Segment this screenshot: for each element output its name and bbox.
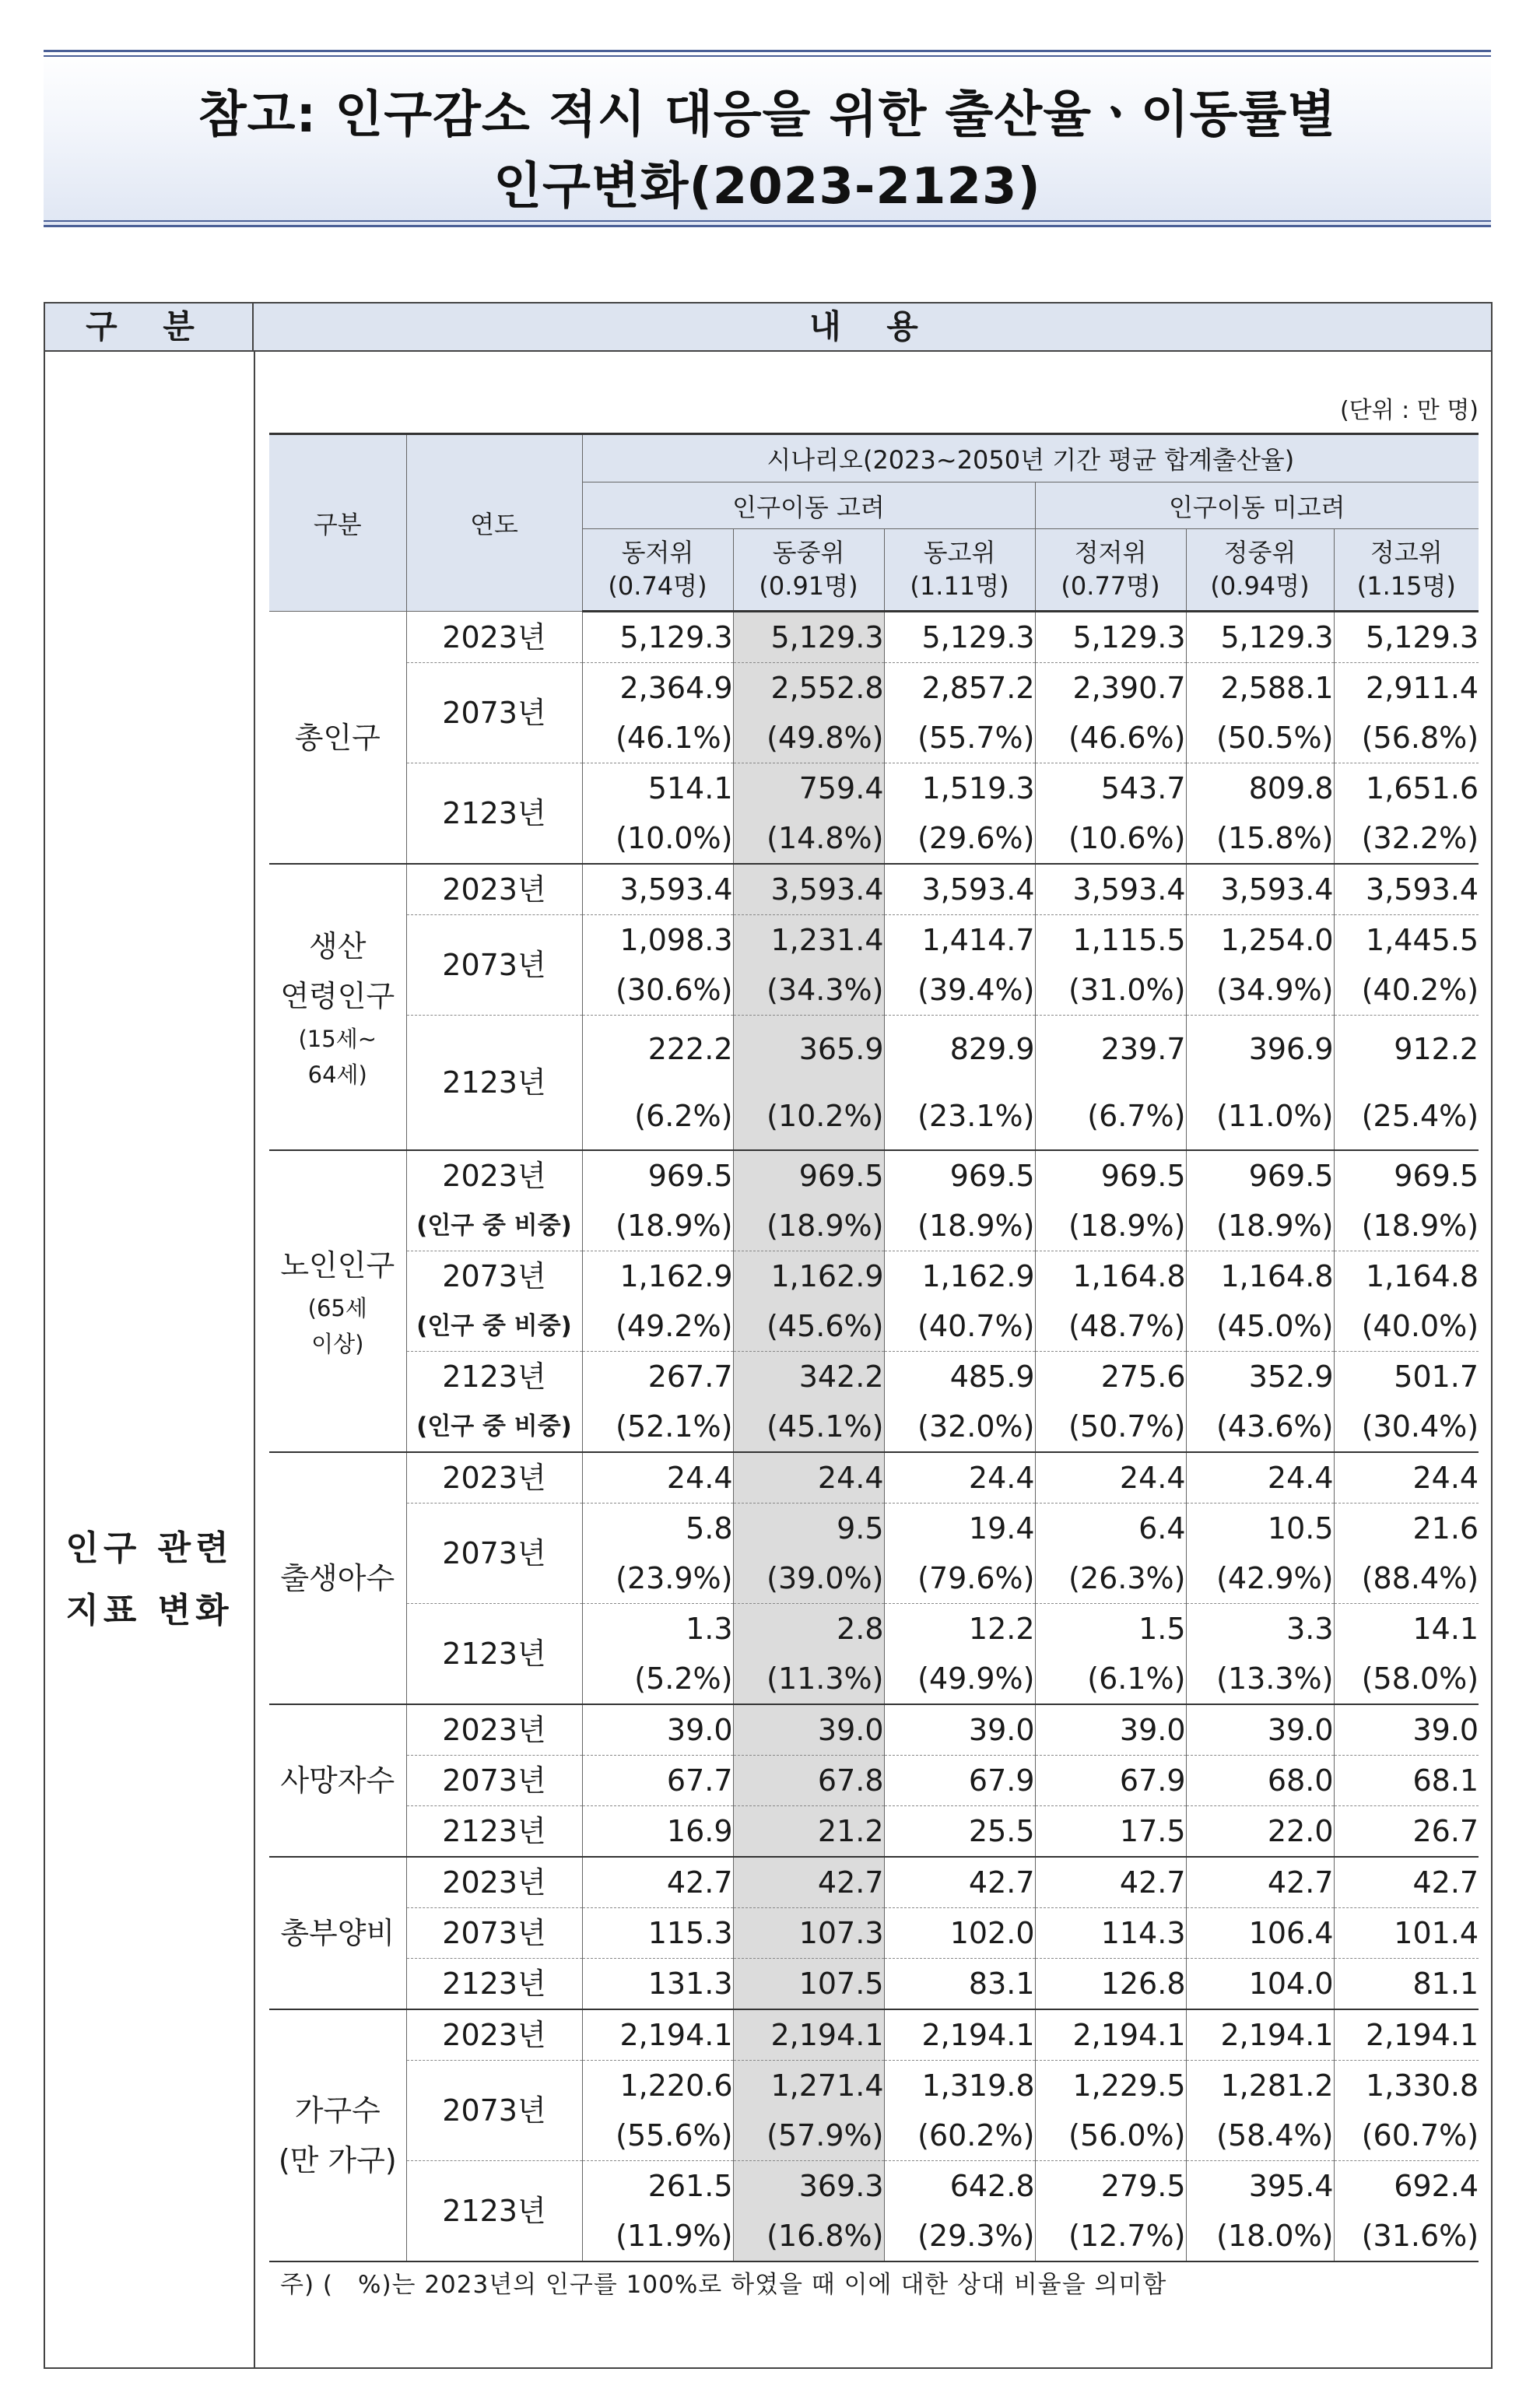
- table-cell: (10.2%): [733, 1082, 884, 1150]
- table-cell: 83.1: [884, 1959, 1035, 2010]
- table-cell: (6.7%): [1035, 1082, 1186, 1150]
- table-cell: 5,129.3: [1334, 612, 1479, 663]
- table-cell: 1,231.4: [733, 915, 884, 966]
- outer-header-category: 구 분: [45, 304, 254, 352]
- page-title: 참고: 인구감소 적시 대응을 위한 출산율ㆍ이동률별: [198, 86, 1337, 144]
- table-cell: (26.3%): [1035, 1553, 1186, 1604]
- table-row: [269, 2009, 1479, 2061]
- year-cell: 2073년: [406, 663, 582, 763]
- table-cell: (18.9%): [582, 1201, 733, 1251]
- table-cell: (18.9%): [733, 1201, 884, 1251]
- table-cell: 107.5: [733, 1959, 884, 2010]
- table-cell: 395.4: [1186, 2161, 1334, 2212]
- table-row: [269, 612, 1479, 663]
- table-cell: 102.0: [884, 1908, 1035, 1959]
- table-cell: 1,281.2: [1186, 2061, 1334, 2111]
- table-cell: 2,390.7: [1035, 663, 1186, 714]
- table-cell: 1,229.5: [1035, 2061, 1186, 2111]
- table-cell: (32.0%): [884, 1402, 1035, 1452]
- table-cell: 3,593.4: [733, 864, 884, 915]
- year-cell: 2073년: [406, 1756, 582, 1806]
- table-cell: 261.5: [582, 2161, 733, 2212]
- table-cell: 24.4: [1334, 1452, 1479, 1504]
- table-cell: (56.8%): [1334, 713, 1479, 763]
- year-cell: 2023년: [406, 864, 582, 915]
- table-cell: 67.9: [1035, 1756, 1186, 1806]
- table-cell: (45.6%): [733, 1301, 884, 1352]
- table-cell: 1,414.7: [884, 915, 1035, 966]
- table-row: [269, 2161, 1479, 2212]
- table-cell: 5.8: [582, 1504, 733, 1554]
- table-cell: 126.8: [1035, 1959, 1186, 2010]
- page-subtitle: 인구변화(2023-2123): [493, 158, 1041, 216]
- table-cell: (55.6%): [582, 2111, 733, 2161]
- table-cell: (5.2%): [582, 1654, 733, 1704]
- table-cell: 501.7: [1394, 1360, 1479, 1394]
- table-cell: (23.9%): [582, 1553, 733, 1604]
- table-cell: 969.5: [884, 1150, 1035, 1201]
- header-scenario: 시나리오(2023~2050년 기간 평균 합계출산율): [582, 434, 1479, 482]
- table-cell: 969.5: [1186, 1150, 1334, 1201]
- year-cell: 2023년: [406, 1452, 582, 1504]
- year-cell: 2073년: [406, 1504, 582, 1604]
- table-cell: (10.0%): [582, 813, 733, 864]
- table-cell: 131.3: [582, 1959, 733, 2010]
- year-cell: 2023년: [406, 1704, 582, 1756]
- table-cell: 2,194.1: [1035, 2009, 1186, 2061]
- table-cell: 67.7: [582, 1756, 733, 1806]
- table-cell: 692.4: [1394, 2169, 1479, 2203]
- table-cell: 543.7: [1035, 763, 1186, 814]
- table-cell: 2,911.4: [1366, 671, 1479, 705]
- header-scenario-4: 정저위 (0.77명): [1035, 529, 1186, 612]
- footnote: 주) ( %)는 2023년의 인구를 100%로 하였을 때 이에 대한 상대 비율을 의미함: [280, 2271, 1167, 2299]
- table-cell: 2,194.1: [884, 2009, 1035, 2061]
- header-scenario-6: 정고위 (1.15명): [1334, 529, 1479, 612]
- header-scenario-3: 동고위 (1.11명): [884, 529, 1035, 612]
- table-cell: 39.0: [733, 1704, 884, 1756]
- table-cell: 39.0: [1334, 1704, 1479, 1756]
- year-cell: 2123년: [406, 1016, 582, 1151]
- table-cell: 39.0: [884, 1704, 1035, 1756]
- table-cell: (49.2%): [582, 1301, 733, 1352]
- table-cell: 1,164.8: [1186, 1251, 1334, 1302]
- table-cell: 396.9: [1186, 1016, 1334, 1083]
- table-cell: 114.3: [1035, 1908, 1186, 1959]
- year-cell: 2073년: [406, 1908, 582, 1959]
- table-cell: (60.7%): [1334, 2111, 1479, 2161]
- table-cell: 514.1: [582, 763, 733, 814]
- table-cell: 365.9: [733, 1016, 884, 1083]
- table-cell: 24.4: [582, 1452, 733, 1504]
- table-row: [269, 864, 1479, 915]
- table-cell: 912.2: [1394, 1032, 1479, 1066]
- table-row: [269, 915, 1479, 966]
- category-cell: 가구수 (만 가구): [269, 2009, 406, 2261]
- table-row: [269, 1504, 1479, 1554]
- table-cell: (50.5%): [1186, 713, 1334, 763]
- year-cell: 2073년: [406, 2061, 582, 2161]
- table-cell: (48.7%): [1035, 1301, 1186, 1352]
- year-cell: 2023년: [406, 2009, 582, 2061]
- category-cell: 노인인구 (65세 이상): [269, 1150, 406, 1452]
- table-cell: (45.0%): [1186, 1301, 1334, 1352]
- table-cell: 485.9: [884, 1352, 1035, 1402]
- year-cell: 2123년: [406, 763, 582, 865]
- table-cell: 3,593.4: [1186, 864, 1334, 915]
- table-cell: 42.7: [582, 1857, 733, 1908]
- table-cell: 2,194.1: [582, 2009, 733, 2061]
- table-cell: 106.4: [1186, 1908, 1334, 1959]
- header-category: 구분: [269, 434, 406, 612]
- header-scenario-5: 정중위 (0.94명): [1186, 529, 1334, 612]
- header-scenario-1: 동저위 (0.74명): [582, 529, 733, 612]
- table-cell: 24.4: [1035, 1452, 1186, 1504]
- table-cell: 239.7: [1035, 1016, 1186, 1083]
- year-cell: 2073년 (인구 중 비중): [406, 1251, 582, 1352]
- year-cell: 2023년: [406, 612, 582, 663]
- unit-label: (단위 : 만 명): [1339, 397, 1479, 424]
- table-cell: 42.7: [884, 1857, 1035, 1908]
- outer-header-content: 내 용: [254, 304, 1491, 352]
- table-cell: 115.3: [582, 1908, 733, 1959]
- table-cell: (58.4%): [1186, 2111, 1334, 2161]
- table-cell: 17.5: [1035, 1806, 1186, 1858]
- table-cell: 1,271.4: [733, 2061, 884, 2111]
- table-cell: 5,129.3: [733, 612, 884, 663]
- table-cell: 25.5: [884, 1806, 1035, 1858]
- header-scenario-2: 동중위 (0.91명): [733, 529, 884, 612]
- table-cell: 1,115.5: [1035, 915, 1186, 966]
- table-cell: (31.6%): [1334, 2211, 1479, 2261]
- table-cell: (30.6%): [582, 965, 733, 1016]
- table-cell: (46.1%): [582, 713, 733, 763]
- table-cell: 2,194.1: [733, 2009, 884, 2061]
- table-row: [269, 1452, 1479, 1504]
- category-cell: 총인구: [269, 612, 406, 865]
- table-cell: 24.4: [733, 1452, 884, 1504]
- table-cell: (42.9%): [1186, 1553, 1334, 1604]
- table-cell: (79.6%): [884, 1553, 1035, 1604]
- table-cell: 3,593.4: [1035, 864, 1186, 915]
- table-cell: (18.0%): [1186, 2211, 1334, 2261]
- table-cell: 24.4: [1186, 1452, 1334, 1504]
- title-banner: [44, 50, 1491, 227]
- table-cell: 5,129.3: [582, 612, 733, 663]
- table-cell: 369.3: [733, 2161, 884, 2212]
- table-cell: (15.8%): [1186, 813, 1334, 864]
- table-cell: (58.0%): [1334, 1654, 1479, 1704]
- category-cell: 생산 연령인구 (15세~ 64세): [269, 864, 406, 1150]
- table-cell: (29.3%): [884, 2211, 1035, 2261]
- table-cell: (34.9%): [1186, 965, 1334, 1016]
- year-cell: 2123년: [406, 1959, 582, 2010]
- table-row: [269, 663, 1479, 714]
- table-cell: (88.4%): [1334, 1553, 1479, 1604]
- table-cell: (18.9%): [884, 1201, 1035, 1251]
- table-row: [269, 1251, 1479, 1302]
- table-cell: 26.7: [1334, 1806, 1479, 1858]
- table-cell: 16.9: [582, 1806, 733, 1858]
- table-cell: (45.1%): [733, 1402, 884, 1452]
- year-cell: 2123년: [406, 1806, 582, 1858]
- table-cell: 2,588.1: [1186, 663, 1334, 714]
- table-cell: 3,593.4: [1334, 864, 1479, 915]
- table-cell: 1,098.3: [582, 915, 733, 966]
- table-cell: (34.3%): [733, 965, 884, 1016]
- table-cell: (18.9%): [1035, 1201, 1186, 1251]
- table-cell: (18.9%): [1186, 1201, 1334, 1251]
- table-cell: 2,194.1: [1186, 2009, 1334, 2061]
- table-cell: 1,254.0: [1186, 915, 1334, 966]
- table-cell: 3,593.4: [884, 864, 1035, 915]
- table-cell: 1.3: [582, 1604, 733, 1654]
- table-cell: 342.2: [733, 1352, 884, 1402]
- table-row: [269, 1016, 1479, 1083]
- table-cell: (60.2%): [884, 2111, 1035, 2161]
- table-cell: 279.5: [1035, 2161, 1186, 2212]
- table-cell: 22.0: [1186, 1806, 1334, 1858]
- table-cell: 2,857.2: [884, 663, 1035, 714]
- table-cell: 222.2: [582, 1016, 733, 1083]
- table-cell: 19.4: [884, 1504, 1035, 1554]
- table-cell: 5,129.3: [1035, 612, 1186, 663]
- table-cell: 81.1: [1334, 1959, 1479, 2010]
- table-cell: (31.0%): [1035, 965, 1186, 1016]
- table-cell: (40.7%): [884, 1301, 1035, 1352]
- table-cell: 1,651.6: [1366, 771, 1479, 805]
- table-cell: 1,319.8: [884, 2061, 1035, 2111]
- table-cell: (40.0%): [1334, 1301, 1479, 1352]
- table-cell: (55.7%): [884, 713, 1035, 763]
- table-cell: 21.6: [1412, 1511, 1479, 1546]
- table-row: [269, 1959, 1479, 2010]
- table-cell: (25.4%): [1334, 1082, 1479, 1150]
- table-cell: 24.4: [884, 1452, 1035, 1504]
- table-cell: (46.6%): [1035, 713, 1186, 763]
- table-cell: (12.7%): [1035, 2211, 1186, 2261]
- table-cell: 1,164.8: [1035, 1251, 1186, 1302]
- category-cell: 사망자수: [269, 1704, 406, 1857]
- table-cell: (40.2%): [1334, 965, 1479, 1016]
- table-cell: (11.3%): [733, 1654, 884, 1704]
- table-cell: 1,519.3: [884, 763, 1035, 814]
- table-row: [269, 1352, 1479, 1402]
- table-row: [269, 1604, 1479, 1654]
- table-cell: 275.6: [1035, 1352, 1186, 1402]
- table-cell: 1,330.8: [1366, 2068, 1479, 2103]
- table-cell: (39.0%): [733, 1553, 884, 1604]
- table-cell: (6.2%): [582, 1082, 733, 1150]
- table-cell: 969.5: [582, 1150, 733, 1201]
- table-row: [269, 1806, 1479, 1858]
- table-cell: 5,129.3: [884, 612, 1035, 663]
- year-cell: 2073년: [406, 915, 582, 1016]
- table-cell: 39.0: [1035, 1704, 1186, 1756]
- table-cell: 1,445.5: [1366, 923, 1479, 957]
- year-cell: 2123년: [406, 2161, 582, 2262]
- table-cell: 10.5: [1186, 1504, 1334, 1554]
- table-cell: (56.0%): [1035, 2111, 1186, 2161]
- table-cell: 21.2: [733, 1806, 884, 1858]
- table-cell: 6.4: [1035, 1504, 1186, 1554]
- table-row: [269, 1908, 1479, 1959]
- table-cell: 1.5: [1035, 1604, 1186, 1654]
- table-cell: (50.7%): [1035, 1402, 1186, 1452]
- table-cell: (30.4%): [1334, 1402, 1479, 1452]
- table-cell: (18.9%): [1334, 1201, 1479, 1251]
- table-cell: 969.5: [733, 1150, 884, 1201]
- table-cell: 42.7: [1334, 1857, 1479, 1908]
- table-cell: 5,129.3: [1186, 612, 1334, 663]
- table-cell: 107.3: [733, 1908, 884, 1959]
- table-cell: 1,220.6: [582, 2061, 733, 2111]
- table-cell: 42.7: [1035, 1857, 1186, 1908]
- category-cell: 출생아수: [269, 1452, 406, 1704]
- table-cell: 39.0: [1186, 1704, 1334, 1756]
- table-cell: 42.7: [1186, 1857, 1334, 1908]
- table-cell: 2,194.1: [1334, 2009, 1479, 2061]
- table-cell: 969.5: [1035, 1150, 1186, 1201]
- table-row: [269, 763, 1479, 814]
- table-cell: 67.8: [733, 1756, 884, 1806]
- table-cell: (10.6%): [1035, 813, 1186, 864]
- year-cell: 2023년 (인구 중 비중): [406, 1150, 582, 1251]
- header-migration-not-considered: 인구이동 미고려: [1035, 482, 1479, 529]
- section-label: 인구 관련 지표 변화: [65, 1528, 233, 1630]
- table-cell: 42.7: [733, 1857, 884, 1908]
- table-cell: (16.8%): [733, 2211, 884, 2261]
- table-cell: 101.4: [1334, 1908, 1479, 1959]
- table-cell: (39.4%): [884, 965, 1035, 1016]
- table-cell: (11.9%): [582, 2211, 733, 2261]
- table-cell: (6.1%): [1035, 1654, 1186, 1704]
- table-cell: 2.8: [733, 1604, 884, 1654]
- table-cell: (11.0%): [1186, 1082, 1334, 1150]
- table-cell: (13.3%): [1186, 1654, 1334, 1704]
- table-cell: 969.5: [1394, 1159, 1479, 1193]
- table-cell: 352.9: [1186, 1352, 1334, 1402]
- table-cell: 759.4: [733, 763, 884, 814]
- table-cell: 1,162.9: [582, 1251, 733, 1302]
- table-cell: 67.9: [884, 1756, 1035, 1806]
- table-cell: 3,593.4: [582, 864, 733, 915]
- table-cell: 104.0: [1186, 1959, 1334, 2010]
- table-cell: (23.1%): [884, 1082, 1035, 1150]
- table-cell: 12.2: [884, 1604, 1035, 1654]
- table-cell: 1,164.8: [1366, 1259, 1479, 1293]
- table-cell: 39.0: [582, 1704, 733, 1756]
- category-cell: 총부양비: [269, 1857, 406, 2009]
- table-cell: 809.8: [1186, 763, 1334, 814]
- table-cell: (57.9%): [733, 2111, 884, 2161]
- table-cell: 68.0: [1186, 1756, 1334, 1806]
- table-cell: (32.2%): [1334, 813, 1479, 864]
- table-cell: 9.5: [733, 1504, 884, 1554]
- table-cell: 3.3: [1186, 1604, 1334, 1654]
- table-row: [269, 1150, 1479, 1201]
- table-row: [269, 1857, 1479, 1908]
- table-cell: (29.6%): [884, 813, 1035, 864]
- year-cell: 2023년: [406, 1857, 582, 1908]
- population-table: [269, 433, 1479, 2262]
- table-row: [269, 1704, 1479, 1756]
- table-cell: 829.9: [884, 1016, 1035, 1083]
- table-cell: 1,162.9: [884, 1251, 1035, 1302]
- table-cell: 267.7: [582, 1352, 733, 1402]
- table-cell: 14.1: [1412, 1612, 1479, 1646]
- year-cell: 2123년 (인구 중 비중): [406, 1352, 582, 1453]
- year-cell: 2123년: [406, 1604, 582, 1705]
- table-cell: (49.9%): [884, 1654, 1035, 1704]
- table-cell: (14.8%): [733, 813, 884, 864]
- table-cell: 68.1: [1334, 1756, 1479, 1806]
- table-row: [269, 1756, 1479, 1806]
- table-cell: 642.8: [884, 2161, 1035, 2212]
- table-cell: (43.6%): [1186, 1402, 1334, 1452]
- table-cell: (49.8%): [733, 713, 884, 763]
- header-year: 연도: [406, 434, 582, 612]
- table-row: [269, 2061, 1479, 2111]
- table-cell: 1,162.9: [733, 1251, 884, 1302]
- header-migration-considered: 인구이동 고려: [582, 482, 1035, 529]
- table-cell: 2,364.9: [582, 663, 733, 714]
- table-cell: (52.1%): [582, 1402, 733, 1452]
- table-cell: 2,552.8: [733, 663, 884, 714]
